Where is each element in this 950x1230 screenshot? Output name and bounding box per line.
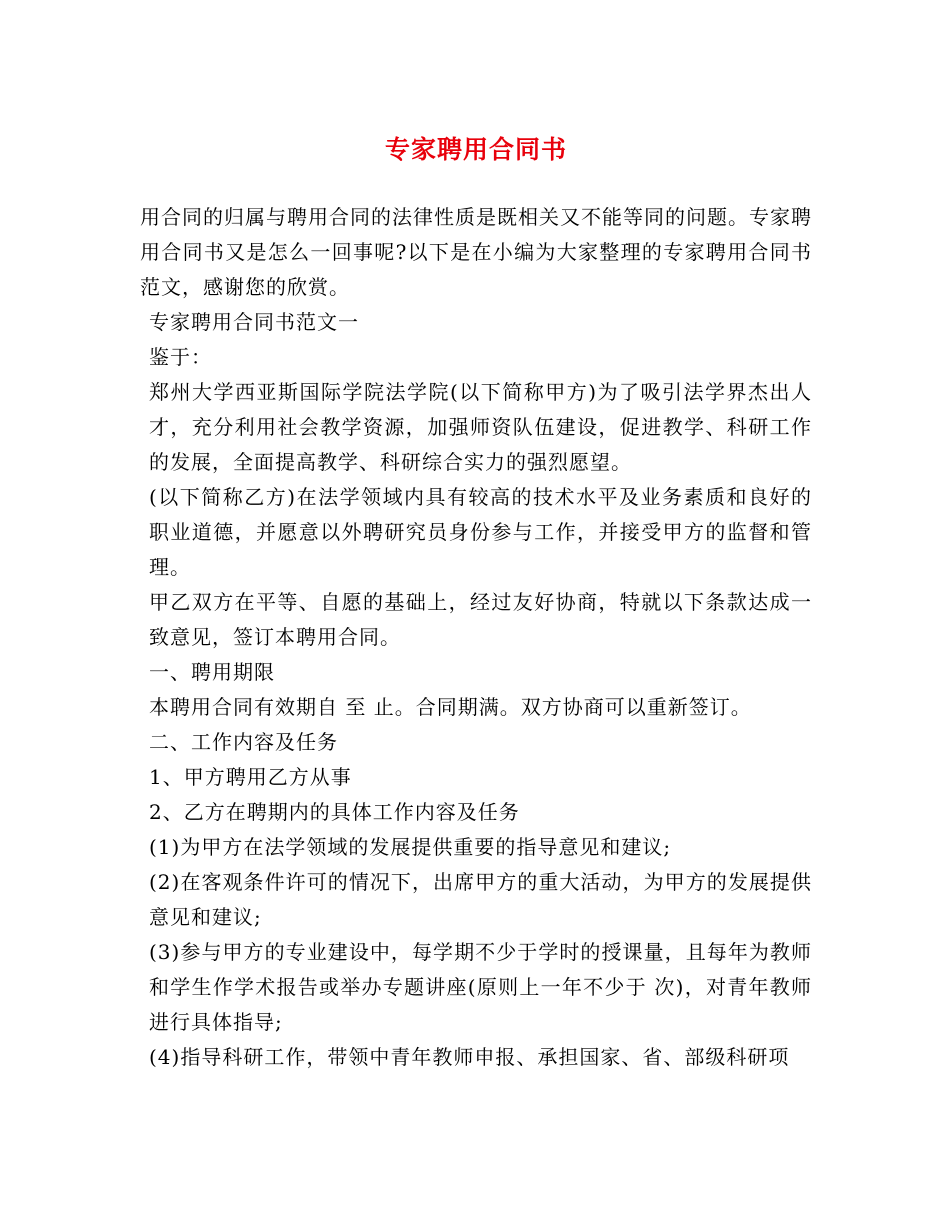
section-heading-sample-one: 专家聘用合同书范文一 — [149, 310, 359, 334]
party-b-paragraph: (以下简称乙方)在法学领域内具有较高的技术水平及业务素质和良好的职业道德，并愿意以外聘研究员身份参与工作，并接受甲方的监督和管理。 — [149, 485, 812, 579]
work-item-1: 1、甲方聘用乙方从事 — [149, 765, 352, 789]
document-title: 专家聘用合同书 — [384, 135, 567, 164]
document-body — [140, 200, 812, 1075]
task-item-3: (3)参与甲方的专业建设中，每学期不少于学时的授课量，且每年为教师和学生作学术报告或举办专题讲座(原则上一年不少于 次)，对青年教师进行具体指导; — [149, 940, 812, 1034]
task-item-1: (1)为甲方在法学领域的发展提供重要的指导意见和建议; — [149, 835, 672, 859]
task-item-2: (2)在客观条件许可的情况下，出席甲方的重大活动，为甲方的发展提供意见和建议; — [149, 870, 812, 929]
task-item-4: (4)指导科研工作，带领中青年教师申报、承担国家、省、部级科研项 — [149, 1045, 790, 1069]
work-item-2: 2、乙方在聘期内的具体工作内容及任务 — [149, 800, 520, 824]
agreement-paragraph: 甲乙双方在平等、自愿的基础上，经过友好协商，特就以下条款达成一致意见，签订本聘用合同。 — [149, 590, 812, 649]
term-paragraph: 本聘用合同有效期自 至 止。合同期满。双方协商可以重新签订。 — [149, 695, 752, 719]
clause-heading-work: 二、工作内容及任务 — [149, 730, 338, 754]
party-a-paragraph: 郑州大学西亚斯国际学院法学院(以下简称甲方)为了吸引法学界杰出人才，充分利用社会教学资源，加强师资队伍建设，促进教学、科研工作的发展，全面提高教学、科研综合实力的强烈愿望。 — [149, 380, 812, 474]
document-page — [140, 0, 812, 1075]
clause-heading-term: 一、聘用期限 — [149, 660, 275, 684]
intro-paragraph: 用合同的归属与聘用合同的法律性质是既相关又不能等同的问题。专家聘用合同书又是怎么一回事呢?以下是在小编为大家整理的专家聘用合同书范文，感谢您的欣赏。 — [140, 205, 812, 299]
whereas-label: 鉴于： — [149, 345, 212, 369]
